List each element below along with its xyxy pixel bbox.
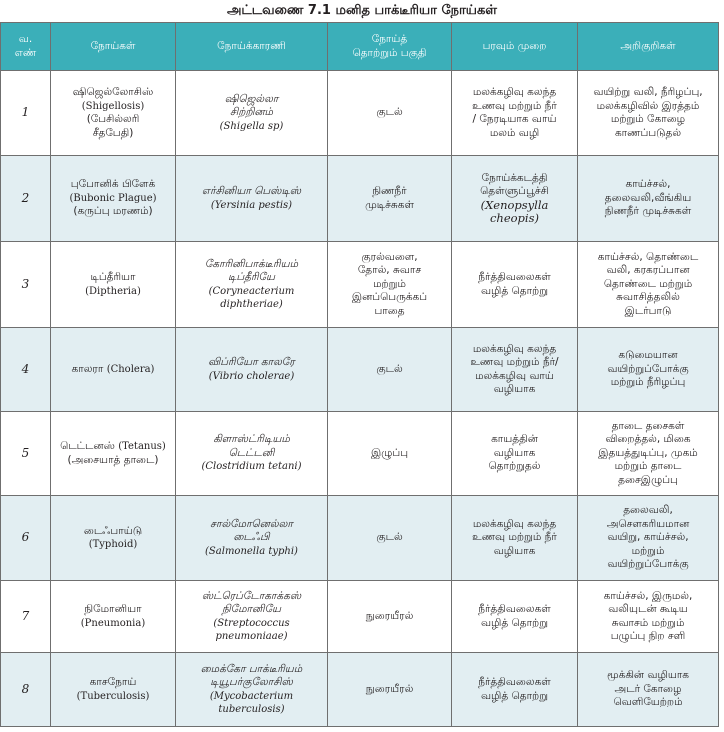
disease-cell: புபோனிக் பிளேக் (Bubonic Plague) (கருப்பு மரணம்) (51, 156, 176, 242)
header-serial-number: வ. எண் (1, 23, 51, 71)
disease-cell: நிமோனியா (Pneumonia) (51, 581, 176, 653)
table-row (1, 496, 719, 581)
transmission-cell: நீர்த்திவலைகள் வழித் தொற்று (452, 242, 578, 328)
table-title: அட்டவணை 7.1 மனித பாக்டீரியா நோய்கள் (226, 3, 498, 18)
row-number: 6 (1, 496, 51, 581)
transmission-cell: காயத்தின் வழியாக தொற்றுதல் (452, 412, 578, 496)
disease-cell: காலரா (Cholera) (51, 328, 176, 412)
symptoms-cell: மூக்கின் வழியாக அடர் கோழை வெளியேற்றம் (578, 653, 719, 727)
pathogen-cell: சால்மோனெல்லா டைஃபி (Salmonella typhi) (176, 496, 328, 581)
disease-cell: ஷிஜெல்லோசிஸ் (Shigellosis) (பேசில்லரி சீதபேதி) (51, 71, 176, 156)
row-number: 2 (1, 156, 51, 242)
row-number: 7 (1, 581, 51, 653)
disease-cell: டெட்டனஸ் (Tetanus) (அசையாத் தாடை) (51, 412, 176, 496)
transmission-cell: நீர்த்திவலைகள் வழித் தொற்று (452, 581, 578, 653)
disease-cell: டிப்தீரியா (Diptheria) (51, 242, 176, 328)
header-pathogen: நோய்க்காரணி (176, 23, 328, 71)
table-row (1, 412, 719, 496)
infection-site-cell: குரல்வளை, தோல், சுவாச மற்றும் இனப்பெருக்கப் பாதை (328, 242, 452, 328)
infection-site-cell: நிணநீர் முடிச்சுகள் (328, 156, 452, 242)
header-symptoms: அறிகுறிகள் (578, 23, 719, 71)
pathogen-cell: எர்சினியா பெஸ்டிஸ் (Yersinia pestis) (176, 156, 328, 242)
symptoms-cell: கடுமையான வயிற்றுப்போக்கு மற்றும் நீரிழப்பு (578, 328, 719, 412)
row-number: 8 (1, 653, 51, 727)
pathogen-cell: ஷிஜெல்லா சிற்றினம் (Shigella sp) (176, 71, 328, 156)
infection-site-cell: நுரையீரல் (328, 653, 452, 727)
infection-site-cell: நுரையீரல் (328, 581, 452, 653)
table-row (1, 328, 719, 412)
pathogen-cell: கிளாஸ்ட்ரிடியம் டெட்டனி (Clostridium tetani) (176, 412, 328, 496)
table-row (1, 242, 719, 328)
row-number: 4 (1, 328, 51, 412)
row-number: 5 (1, 412, 51, 496)
symptoms-cell: தாடை தசைகள் விறைத்தல், மிகை இதயத்துடிப்பு, முகம் மற்றும் தாடை தசைஇழுப்பு (578, 412, 719, 496)
table-row (1, 156, 719, 242)
symptoms-cell: காய்ச்சல், இருமல், வலியுடன் கூடிய சுவாசம் மற்றும் பழுப்பு நிற சளி (578, 581, 719, 653)
header-row (1, 23, 719, 71)
table-row (1, 581, 719, 653)
header-transmission: பரவும் முறை (452, 23, 578, 71)
pathogen-cell: ஸ்ட்ரெப்டோகாக்கஸ் நிமோனியே (Streptococcus pneumoniaae) (176, 581, 328, 653)
symptoms-cell: தலைவலி, அசௌகரியமான வயிறு, காய்ச்சல், மற்றும் வயிற்றுப்போக்கு (578, 496, 719, 581)
transmission-cell: மலக்கழிவு கலந்த உணவு மற்றும் நீர் / நேரடியாக வாய் மலம் வழி (452, 71, 578, 156)
transmission-cell: மலக்கழிவு கலந்த உணவு மற்றும் நீர்/ மலக்கழிவு வாய் வழியாக (452, 328, 578, 412)
bacterial-diseases-table (0, 22, 719, 727)
transmission-cell: நீர்த்திவலைகள் வழித் தொற்று (452, 653, 578, 727)
pathogen-cell: மைக்கோ பாக்டீரியம் டியூபர்குலோசிஸ் (Mycobacterium tuberculosis) (176, 653, 328, 727)
table-row (1, 71, 719, 156)
row-number: 3 (1, 242, 51, 328)
disease-cell: டைஃபாய்டு (Typhoid) (51, 496, 176, 581)
header-disease: நோய்கள் (51, 23, 176, 71)
disease-cell: காசநோய் (Tuberculosis) (51, 653, 176, 727)
infection-site-cell: குடல் (328, 328, 452, 412)
symptoms-cell: காய்ச்சல், தலைவலி,வீங்கிய நிணநீர் முடிச்சுகள் (578, 156, 719, 242)
pathogen-cell: விப்ரியோ காலரே (Vibrio cholerae) (176, 328, 328, 412)
infection-site-cell: குடல் (328, 496, 452, 581)
transmission-cell: நோய்க்கடத்தி தெள்ளுப்பூச்சி (Xenopsylla cheopis) (452, 156, 578, 242)
symptoms-cell: காய்ச்சல், தொண்டை வலி, கரகரப்பான தொண்டை மற்றும் சுவாசித்தலில் இடர்பாடு (578, 242, 719, 328)
transmission-cell: மலக்கழிவு கலந்த உணவு மற்றும் நீர் வழியாக (452, 496, 578, 581)
table-row (1, 653, 719, 727)
row-number: 1 (1, 71, 51, 156)
infection-site-cell: குடல் (328, 71, 452, 156)
symptoms-cell: வயிற்று வலி, நீரிழப்பு, மலக்கழிவில் இரத்தம் மற்றும் கோழை காணப்படுதல் (578, 71, 719, 156)
infection-site-cell: இழுப்பு (328, 412, 452, 496)
header-infection-site: நோய்த் தொற்றும் பகுதி (328, 23, 452, 71)
pathogen-cell: கோரினிபாக்டீரியம் டிப்தீரியே (Coryneacterium diphtheriae) (176, 242, 328, 328)
